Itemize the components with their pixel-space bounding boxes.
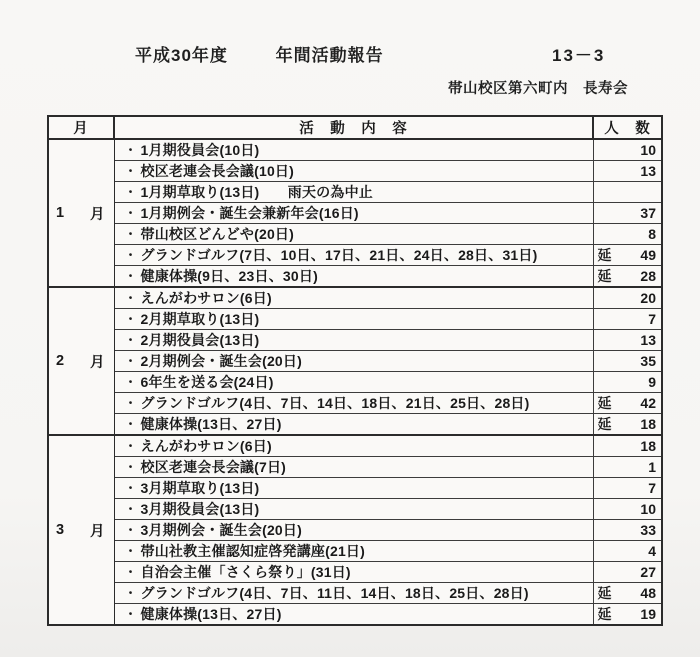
count-cell <box>593 541 662 562</box>
activity-cell <box>114 245 593 266</box>
count-cell <box>593 414 662 436</box>
activity-report-table <box>47 115 663 626</box>
count-inner <box>598 393 657 413</box>
table-row <box>48 478 662 499</box>
count-value: 10 <box>640 142 656 158</box>
bullet-icon: ・ <box>124 269 137 283</box>
table-row <box>48 393 662 414</box>
month-number: 2 <box>56 353 65 369</box>
table-row <box>48 203 662 224</box>
count-cell <box>593 182 662 203</box>
count-cell <box>593 245 662 266</box>
count-inner <box>598 332 657 348</box>
count-inner <box>598 459 657 475</box>
count-cell <box>593 224 662 245</box>
count-inner <box>598 226 657 242</box>
activity-cell <box>114 604 593 626</box>
count-inner <box>598 163 657 179</box>
activity-cell <box>114 583 593 604</box>
table-row <box>48 414 662 436</box>
activity-text: 自治会主催「さくら祭り」(31日) <box>140 564 351 580</box>
table-row <box>48 287 662 309</box>
activity-cell <box>114 161 593 182</box>
fiscal-year-label: 平成30年度 <box>135 46 228 65</box>
count-inner <box>598 501 657 517</box>
month-label <box>56 351 105 372</box>
count-value: 28 <box>640 268 656 284</box>
bullet-icon: ・ <box>124 291 137 305</box>
activity-cell <box>114 203 593 224</box>
table-row <box>48 351 662 372</box>
bullet-icon: ・ <box>124 523 137 537</box>
count-value: 19 <box>640 606 656 622</box>
count-value: 13 <box>640 332 656 348</box>
page-number: 13－3 <box>552 46 606 65</box>
report-title-label: 年間活動報告 <box>275 46 384 65</box>
count-inner <box>598 353 657 369</box>
activity-cell <box>114 139 593 161</box>
activity-text: 6年生を送る会(24日) <box>140 374 274 390</box>
count-value: 7 <box>648 311 656 327</box>
activity-cell <box>114 372 593 393</box>
cumulative-label: 延 <box>597 395 612 411</box>
bullet-icon: ・ <box>124 248 137 262</box>
count-inner <box>598 142 657 158</box>
table-row <box>48 309 662 330</box>
count-inner <box>598 290 657 306</box>
count-value: 35 <box>640 353 656 369</box>
activity-text: グランドゴルフ(4日、7日、14日、18日、21日、25日、28日) <box>140 395 530 411</box>
month-unit: 月 <box>90 206 105 223</box>
count-cell <box>593 351 662 372</box>
bullet-icon: ・ <box>124 417 137 431</box>
activity-text: 帯山校区どんどや(20日) <box>140 226 294 242</box>
count-inner <box>598 438 657 454</box>
bullet-icon: ・ <box>124 586 137 600</box>
activity-text: 1月期役員会(10日) <box>140 142 260 158</box>
count-cell <box>593 457 662 478</box>
table-row <box>48 435 662 457</box>
table-row <box>48 520 662 541</box>
month-label <box>56 203 105 224</box>
activity-cell <box>114 457 593 478</box>
count-value: 33 <box>640 522 656 538</box>
activity-cell <box>114 414 593 436</box>
count-column-header: 人 数 <box>593 116 662 139</box>
count-value: 20 <box>640 290 656 306</box>
count-cell <box>593 203 662 224</box>
count-cell <box>593 435 662 457</box>
bullet-icon: ・ <box>124 143 137 157</box>
count-cell <box>593 393 662 414</box>
activity-text: 健康体操(13日、27日) <box>140 416 282 432</box>
activity-text: 1月期草取り(13日) 雨天の為中止 <box>140 184 373 200</box>
activity-text: 2月期草取り(13日) <box>140 311 260 327</box>
bullet-icon: ・ <box>124 460 137 474</box>
table-row <box>48 583 662 604</box>
cumulative-label: 延 <box>597 247 612 263</box>
activity-cell <box>114 182 593 203</box>
activity-text: 2月期例会・誕生会(20日) <box>140 353 302 369</box>
count-value: 9 <box>648 374 656 390</box>
activity-text: 1月期例会・誕生会兼新年会(16日) <box>140 205 359 221</box>
count-inner <box>598 583 657 603</box>
activity-text: えんがわサロン(6日) <box>140 290 272 306</box>
month-cell <box>48 287 114 435</box>
month-unit: 月 <box>90 354 105 371</box>
table-row <box>48 139 662 161</box>
bullet-icon: ・ <box>124 333 137 347</box>
activity-cell <box>114 351 593 372</box>
count-cell <box>593 499 662 520</box>
bullet-icon: ・ <box>124 312 137 326</box>
count-inner <box>598 522 657 538</box>
count-inner <box>598 311 657 327</box>
activity-text: 2月期役員会(13日) <box>140 332 260 348</box>
count-value: 13 <box>640 163 656 179</box>
activity-text: 健康体操(13日、27日) <box>140 606 282 622</box>
bullet-icon: ・ <box>124 565 137 579</box>
bullet-icon: ・ <box>124 439 137 453</box>
table-row <box>48 372 662 393</box>
count-cell <box>593 562 662 583</box>
count-value: 37 <box>640 205 656 221</box>
count-inner <box>598 604 657 624</box>
count-inner <box>598 543 657 559</box>
table-row <box>48 499 662 520</box>
activity-cell <box>114 309 593 330</box>
activity-text: 3月期例会・誕生会(20日) <box>140 522 302 538</box>
count-cell <box>593 309 662 330</box>
table-row <box>48 604 662 626</box>
count-value: 18 <box>640 438 656 454</box>
count-cell <box>593 478 662 499</box>
activity-cell <box>114 520 593 541</box>
table-row <box>48 541 662 562</box>
activity-text: グランドゴルフ(7日、10日、17日、21日、24日、28日、31日) <box>140 247 538 263</box>
count-inner <box>598 245 657 265</box>
activity-text: グランドゴルフ(4日、7日、11日、14日、18日、25日、28日) <box>140 585 529 601</box>
count-cell <box>593 161 662 182</box>
table-row <box>48 562 662 583</box>
table-row <box>48 457 662 478</box>
activity-text: 校区老連会長会議(7日) <box>140 459 287 475</box>
count-cell <box>593 287 662 309</box>
bullet-icon: ・ <box>124 206 137 220</box>
cumulative-label: 延 <box>597 416 612 432</box>
activity-text: 校区老連会長会議(10日) <box>140 163 294 179</box>
month-cell <box>48 139 114 287</box>
activity-text: 3月期役員会(13日) <box>140 501 260 517</box>
bullet-icon: ・ <box>124 607 137 621</box>
activity-column-header: 活 動 内 容 <box>114 116 593 139</box>
table-row <box>48 330 662 351</box>
count-value: 4 <box>648 543 656 559</box>
count-cell <box>593 266 662 288</box>
count-value: 8 <box>648 226 656 242</box>
count-cell <box>593 520 662 541</box>
table-header-row <box>48 116 662 139</box>
table-row <box>48 224 662 245</box>
table-row <box>48 182 662 203</box>
bullet-icon: ・ <box>124 375 137 389</box>
count-value: 49 <box>640 247 656 263</box>
activity-cell <box>114 541 593 562</box>
count-cell <box>593 583 662 604</box>
count-value: 42 <box>640 395 656 411</box>
month-number: 1 <box>56 205 65 221</box>
activity-text: 帯山社教主催認知症啓発講座(21日) <box>140 543 365 559</box>
count-cell <box>593 604 662 626</box>
count-value: 1 <box>648 459 656 475</box>
count-value: 48 <box>640 585 656 601</box>
cumulative-label: 延 <box>597 606 612 622</box>
month-unit: 月 <box>90 523 105 540</box>
activity-cell <box>114 224 593 245</box>
bullet-icon: ・ <box>124 185 137 199</box>
count-cell <box>593 330 662 351</box>
activity-cell <box>114 266 593 288</box>
month-cell <box>48 435 114 625</box>
activity-cell <box>114 287 593 309</box>
activity-cell <box>114 562 593 583</box>
count-inner <box>598 205 657 221</box>
bullet-icon: ・ <box>124 354 137 368</box>
month-label <box>56 520 105 541</box>
count-cell <box>593 139 662 161</box>
count-inner <box>598 564 657 580</box>
activity-text: えんがわサロン(6日) <box>140 438 272 454</box>
count-cell <box>593 372 662 393</box>
table-row <box>48 245 662 266</box>
count-inner <box>598 266 657 286</box>
bullet-icon: ・ <box>124 164 137 178</box>
count-value: 18 <box>640 416 656 432</box>
table-row <box>48 161 662 182</box>
bullet-icon: ・ <box>124 396 137 410</box>
cumulative-label: 延 <box>597 585 612 601</box>
organization-name: 帯山校区第六町内 長寿会 <box>448 81 628 97</box>
month-number: 3 <box>56 522 65 538</box>
activity-cell <box>114 435 593 457</box>
bullet-icon: ・ <box>124 227 137 241</box>
count-value: 27 <box>640 564 656 580</box>
activity-cell <box>114 478 593 499</box>
activity-text: 3月期草取り(13日) <box>140 480 260 496</box>
bullet-icon: ・ <box>124 481 137 495</box>
month-column-header: 月 <box>48 116 114 139</box>
table-row <box>48 266 662 288</box>
activity-cell <box>114 330 593 351</box>
count-value: 10 <box>640 501 656 517</box>
activity-cell <box>114 393 593 414</box>
count-inner <box>598 480 657 496</box>
bullet-icon: ・ <box>124 502 137 516</box>
count-inner <box>598 414 657 434</box>
activity-text: 健康体操(9日、23日、30日) <box>140 268 318 284</box>
activity-cell <box>114 499 593 520</box>
bullet-icon: ・ <box>124 544 137 558</box>
count-inner <box>598 374 657 390</box>
count-value: 7 <box>648 480 656 496</box>
cumulative-label: 延 <box>597 268 612 284</box>
